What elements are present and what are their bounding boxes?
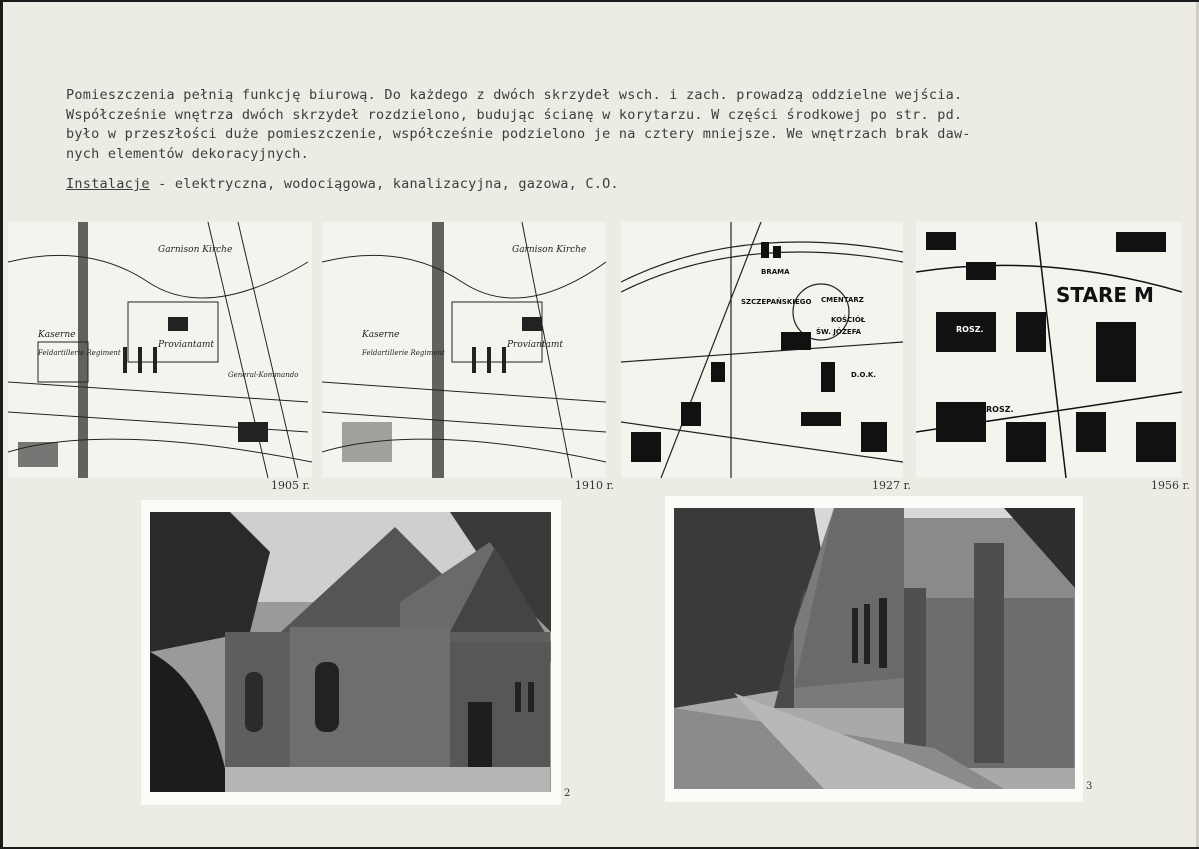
map-year-label: 1927 r. <box>872 479 912 492</box>
photo-number: 3 <box>1086 781 1093 792</box>
map-label: ŚW. JÓZEFA <box>816 328 862 336</box>
description-line: Pomieszczenia pełnią funkcję biurową. Do każdego z dwóch skrzydeł wsch. i zach. prowadzą oddzielne wejścia. <box>66 87 963 103</box>
map-label: ROSZ. <box>986 405 1014 414</box>
map-label: D.O.K. <box>851 371 877 379</box>
map-label: BRAMA <box>761 268 790 276</box>
map-1910-drawing <box>322 222 606 478</box>
map-label: CMENTARZ <box>821 296 864 304</box>
map-1927 <box>621 222 903 478</box>
map-label: Proviantamt <box>507 340 564 350</box>
courtyard-photo <box>674 508 1075 789</box>
map-1905 <box>8 222 312 478</box>
map-label: KOŚCIÓŁ <box>831 316 866 324</box>
map-label: Garnison Kirche <box>512 245 587 255</box>
map-year-label: 1905 r. <box>271 479 311 492</box>
installations-label: Instalacje <box>66 176 150 192</box>
map-label: Kaserne <box>38 330 76 340</box>
map-1927-drawing <box>621 222 903 478</box>
map-label: ROSZ. <box>956 325 984 334</box>
description-line: nych elementów dekoracyjnych. <box>66 145 309 162</box>
map-year-label: 1956 r. <box>1151 479 1191 492</box>
map-year-label: 1910 r. <box>575 479 615 492</box>
map-1905-drawing <box>8 222 312 478</box>
description-paragraph <box>66 86 1136 164</box>
installations-value: - elektryczna, wodociągowa, kanalizacyjna, gazowa, C.O. <box>149 176 619 192</box>
photo-frame-2 <box>141 500 561 805</box>
map-label: Feldartillerie Regiment <box>362 349 445 357</box>
description-line: Współcześnie wnętrza dwóch skrzydeł rozdzielono, budując ścianę w korytarzu. W części środkowej po str. pd. <box>66 106 963 123</box>
building-photo-drawing <box>150 512 551 792</box>
map-label: Feldartillerie Regiment <box>38 349 121 357</box>
map-1910 <box>322 222 606 478</box>
description-line: było w przeszłości duże pomieszczenie, współcześnie podzielono je na cztery mniejsze. We wnętrzach brak daw- <box>66 126 971 142</box>
map-label: General-Kommando <box>228 371 299 379</box>
photo-number: 2 <box>564 788 571 799</box>
installations-line <box>66 176 619 192</box>
map-label: STARE M <box>1056 283 1154 307</box>
map-1956-drawing <box>916 222 1182 478</box>
photo-frame-3 <box>665 496 1083 802</box>
courtyard-photo-drawing <box>674 508 1075 789</box>
map-label: Proviantamt <box>158 340 215 350</box>
map-1956 <box>916 222 1182 478</box>
archive-sheet <box>3 2 1199 847</box>
map-label: Garnison Kirche <box>158 245 233 255</box>
building-photo <box>150 512 551 792</box>
map-label: Kaserne <box>362 330 400 340</box>
map-label: SZCZEPAŃSKIEGO <box>741 298 812 306</box>
